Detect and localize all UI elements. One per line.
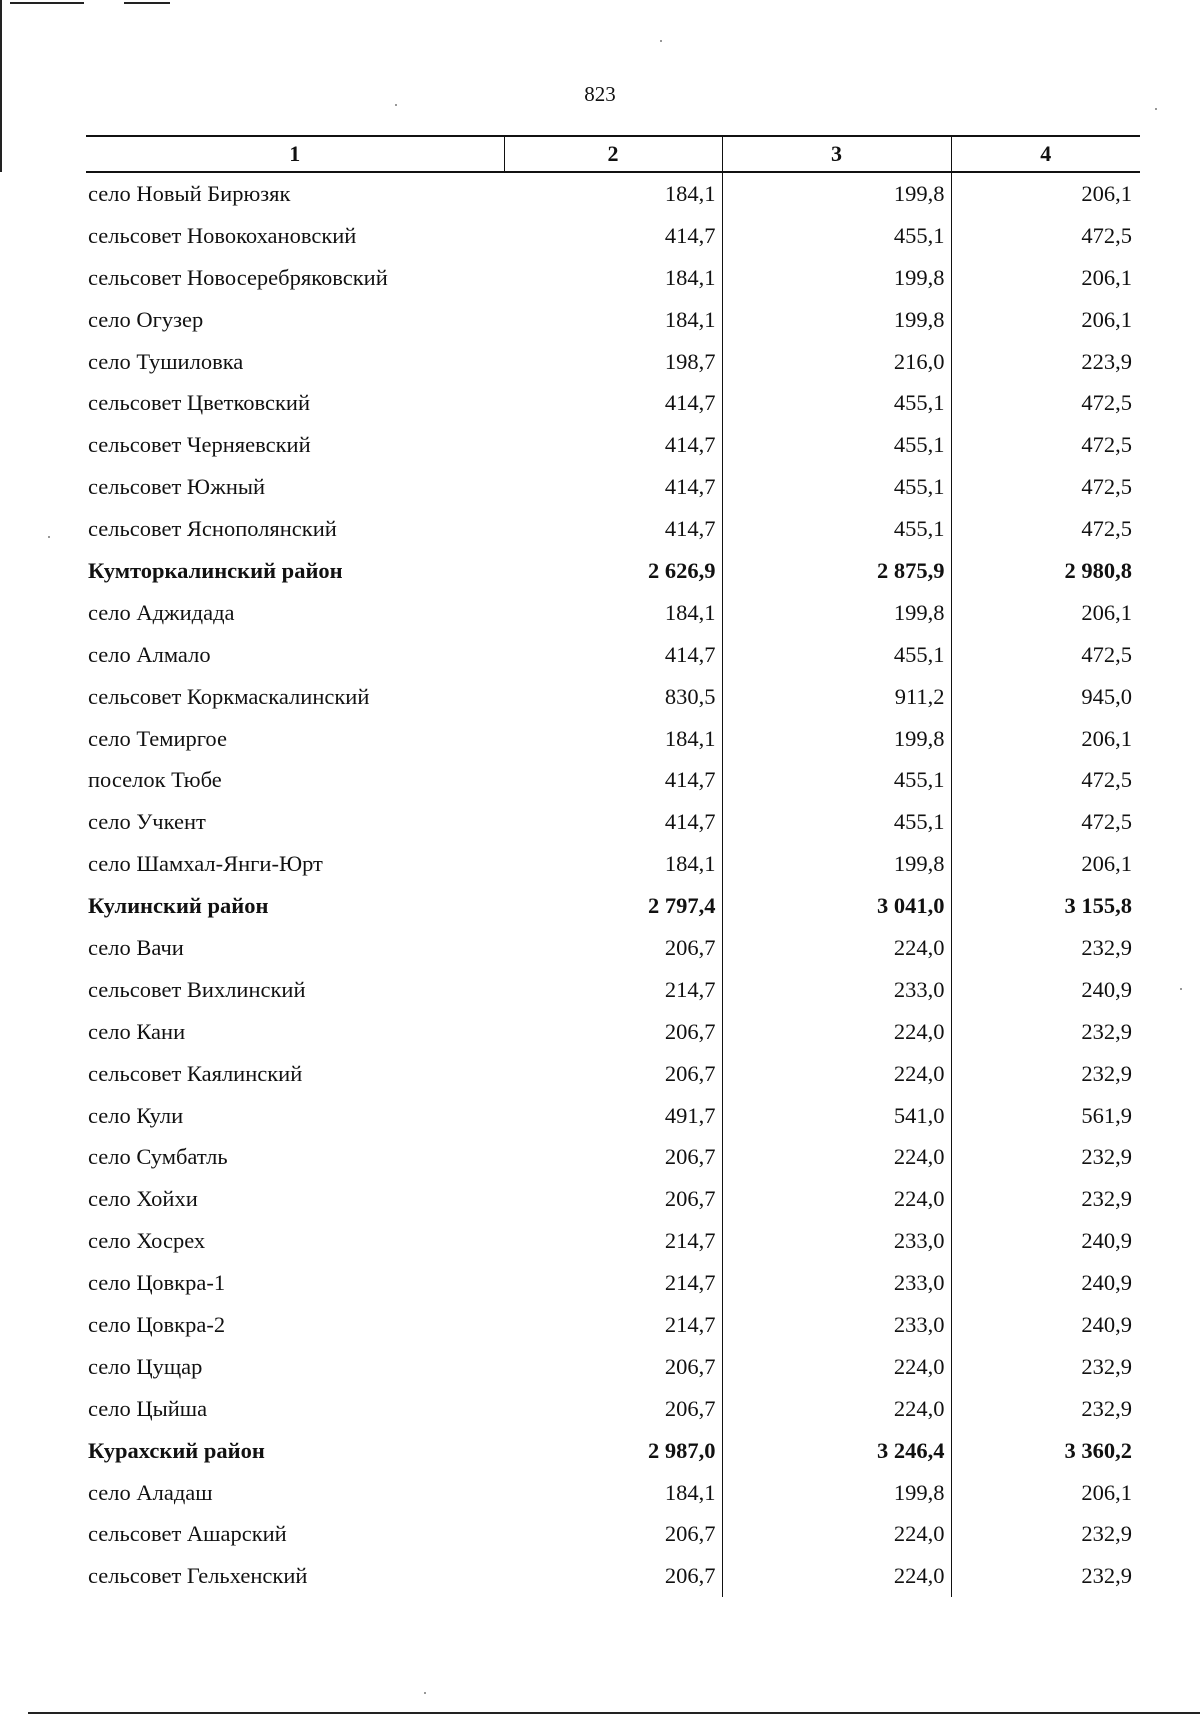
- value-col-4: 232,9: [1081, 1353, 1132, 1379]
- table-row: [86, 299, 1140, 341]
- value-col-2: 2 626,9: [504, 550, 722, 592]
- row-name: Кумторкалинский район: [88, 557, 343, 583]
- value-col-2: 206,7: [504, 1388, 722, 1430]
- value-col-4: 3 360,2: [1064, 1437, 1132, 1463]
- value-col-4: 232,9: [1081, 1395, 1132, 1421]
- value-col-3: 455,1: [722, 759, 951, 801]
- value-col-4: 472,5: [1081, 474, 1132, 500]
- value-col-2: 2 987,0: [504, 1430, 722, 1472]
- value-col-3: 233,0: [722, 1220, 951, 1262]
- row-name: Курахский район: [88, 1437, 265, 1463]
- value-col-4: 472,5: [1081, 432, 1132, 458]
- value-col-2: 206,7: [504, 1053, 722, 1095]
- value-col-2: 184,1: [504, 1472, 722, 1514]
- table-row: [86, 1220, 1140, 1262]
- row-name: село Алмало: [88, 641, 211, 667]
- value-col-2: 206,7: [504, 1555, 722, 1597]
- value-col-3: 224,0: [722, 927, 951, 969]
- table-row: [86, 1304, 1140, 1346]
- value-col-4: 232,9: [1081, 1186, 1132, 1212]
- data-table: [86, 135, 1140, 1597]
- value-col-2: 414,7: [504, 801, 722, 843]
- row-name: село Огузер: [88, 306, 204, 332]
- scan-speck: [424, 1692, 426, 1694]
- value-col-3: 199,8: [722, 257, 951, 299]
- header-row: [86, 136, 1140, 172]
- value-col-3: 455,1: [722, 382, 951, 424]
- table-row: [86, 172, 1140, 215]
- table-row: [86, 927, 1140, 969]
- value-col-3: 224,0: [722, 1388, 951, 1430]
- table-row: [86, 1388, 1140, 1430]
- value-col-3: 911,2: [722, 676, 951, 718]
- value-col-3: 199,8: [722, 592, 951, 634]
- value-col-4: 240,9: [1081, 1270, 1132, 1296]
- value-col-2: 206,7: [504, 927, 722, 969]
- value-col-2: 214,7: [504, 1262, 722, 1304]
- row-name: село Аджидада: [88, 599, 235, 625]
- value-col-2: 830,5: [504, 676, 722, 718]
- value-col-3: 224,0: [722, 1555, 951, 1597]
- district-row: [86, 1430, 1140, 1472]
- row-name: сельсовет Вихлинский: [88, 976, 306, 1002]
- value-col-4: 232,9: [1081, 1060, 1132, 1086]
- value-col-2: 414,7: [504, 424, 722, 466]
- value-col-3: 455,1: [722, 215, 951, 257]
- value-col-3: 233,0: [722, 969, 951, 1011]
- value-col-4: 232,9: [1081, 1144, 1132, 1170]
- table-row: [86, 382, 1140, 424]
- value-col-3: 199,8: [722, 299, 951, 341]
- scan-speck: [1180, 988, 1182, 990]
- table-row: [86, 1011, 1140, 1053]
- row-name: село Тушиловка: [88, 348, 244, 374]
- table-row: [86, 592, 1140, 634]
- value-col-4: 472,5: [1081, 390, 1132, 416]
- value-col-3: 199,8: [722, 172, 951, 215]
- value-col-3: 199,8: [722, 718, 951, 760]
- value-col-2: 184,1: [504, 299, 722, 341]
- scan-speck: [1155, 108, 1157, 110]
- row-name: село Темиргое: [88, 725, 227, 751]
- scan-edge-bottom: [28, 1712, 1200, 1714]
- column-header: 3: [722, 136, 951, 172]
- scan-speck: [660, 40, 662, 42]
- page-number: 823: [584, 82, 616, 106]
- table-row: [86, 466, 1140, 508]
- value-col-4: 223,9: [1081, 348, 1132, 374]
- scan-mark-top: [124, 2, 170, 4]
- table-row: [86, 1178, 1140, 1220]
- value-col-4: 206,1: [1081, 180, 1132, 206]
- value-col-2: 214,7: [504, 969, 722, 1011]
- table-row: [86, 341, 1140, 383]
- value-col-2: 414,7: [504, 466, 722, 508]
- value-col-2: 414,7: [504, 634, 722, 676]
- value-col-4: 232,9: [1081, 934, 1132, 960]
- value-col-2: 198,7: [504, 341, 722, 383]
- district-row: [86, 885, 1140, 927]
- value-col-2: 414,7: [504, 508, 722, 550]
- value-col-2: 414,7: [504, 382, 722, 424]
- value-col-4: 945,0: [1081, 683, 1132, 709]
- value-col-3: 455,1: [722, 508, 951, 550]
- table-row: [86, 969, 1140, 1011]
- value-col-4: 472,5: [1081, 222, 1132, 248]
- value-col-4: 472,5: [1081, 809, 1132, 835]
- value-col-4: 472,5: [1081, 516, 1132, 542]
- value-col-2: 2 797,4: [504, 885, 722, 927]
- value-col-3: 455,1: [722, 424, 951, 466]
- row-name: село Цовкра-1: [88, 1270, 226, 1296]
- table-row: [86, 1136, 1140, 1178]
- value-col-3: 455,1: [722, 466, 951, 508]
- value-col-2: 184,1: [504, 718, 722, 760]
- value-col-2: 214,7: [504, 1304, 722, 1346]
- value-col-3: 199,8: [722, 1472, 951, 1514]
- value-col-4: 561,9: [1081, 1102, 1132, 1128]
- value-col-4: 240,9: [1081, 1311, 1132, 1337]
- row-name: Кулинский район: [88, 893, 269, 919]
- value-col-3: 199,8: [722, 843, 951, 885]
- row-name: поселок Тюбе: [88, 767, 222, 793]
- row-name: село Кули: [88, 1102, 184, 1128]
- table-row: [86, 1262, 1140, 1304]
- row-name: село Вачи: [88, 934, 184, 960]
- value-col-3: 216,0: [722, 341, 951, 383]
- value-col-3: 2 875,9: [722, 550, 951, 592]
- table-row: [86, 843, 1140, 885]
- scan-mark-top: [10, 2, 84, 4]
- value-col-3: 224,0: [722, 1346, 951, 1388]
- value-col-4: 206,1: [1081, 599, 1132, 625]
- value-col-2: 206,7: [504, 1136, 722, 1178]
- value-col-3: 224,0: [722, 1011, 951, 1053]
- row-name: село Цовкра-2: [88, 1311, 226, 1337]
- table-body: [86, 172, 1140, 1597]
- table-row: [86, 1346, 1140, 1388]
- value-col-4: 3 155,8: [1064, 893, 1132, 919]
- table-row: [86, 1472, 1140, 1514]
- value-col-3: 3 041,0: [722, 885, 951, 927]
- value-col-2: 184,1: [504, 843, 722, 885]
- row-name: село Новый Бирюзяк: [88, 180, 291, 206]
- table-row: [86, 257, 1140, 299]
- value-col-2: 184,1: [504, 172, 722, 215]
- row-name: сельсовет Гельхенский: [88, 1563, 308, 1589]
- table-row: [86, 1095, 1140, 1137]
- value-col-3: 224,0: [722, 1514, 951, 1556]
- value-col-3: 233,0: [722, 1304, 951, 1346]
- column-header: 2: [504, 136, 722, 172]
- row-name: сельсовет Яснополянский: [88, 516, 337, 542]
- value-col-4: 206,1: [1081, 851, 1132, 877]
- row-name: сельсовет Новосеребряковский: [88, 264, 388, 290]
- value-col-4: 206,1: [1081, 725, 1132, 751]
- value-col-2: 214,7: [504, 1220, 722, 1262]
- row-name: сельсовет Цветковский: [88, 390, 311, 416]
- value-col-3: 224,0: [722, 1178, 951, 1220]
- table-row: [86, 718, 1140, 760]
- row-name: сельсовет Новокохановский: [88, 222, 357, 248]
- row-name: село Кани: [88, 1018, 186, 1044]
- district-row: [86, 550, 1140, 592]
- value-col-4: 2 980,8: [1064, 557, 1132, 583]
- value-col-4: 240,9: [1081, 976, 1132, 1002]
- value-col-2: 491,7: [504, 1095, 722, 1137]
- value-col-2: 184,1: [504, 257, 722, 299]
- value-col-2: 206,7: [504, 1514, 722, 1556]
- value-col-4: 232,9: [1081, 1018, 1132, 1044]
- row-name: сельсовет Каялинский: [88, 1060, 303, 1086]
- table-row: [86, 759, 1140, 801]
- row-name: село Сумбатль: [88, 1144, 228, 1170]
- value-col-4: 206,1: [1081, 264, 1132, 290]
- row-name: село Аладаш: [88, 1479, 213, 1505]
- value-col-2: 206,7: [504, 1011, 722, 1053]
- value-col-2: 414,7: [504, 215, 722, 257]
- value-col-3: 455,1: [722, 801, 951, 843]
- row-name: сельсовет Ашарский: [88, 1521, 287, 1547]
- table-row: [86, 801, 1140, 843]
- value-col-2: 206,7: [504, 1178, 722, 1220]
- row-name: сельсовет Черняевский: [88, 432, 311, 458]
- table-row: [86, 1514, 1140, 1556]
- row-name: сельсовет Южный: [88, 474, 266, 500]
- row-name: село Шамхал-Янги-Юрт: [88, 851, 323, 877]
- value-col-3: 541,0: [722, 1095, 951, 1137]
- table-row: [86, 508, 1140, 550]
- column-header: 4: [951, 136, 1140, 172]
- row-name: село Цущар: [88, 1353, 203, 1379]
- row-name: село Хосрех: [88, 1228, 206, 1254]
- value-col-4: 472,5: [1081, 767, 1132, 793]
- value-col-4: 472,5: [1081, 641, 1132, 667]
- value-col-4: 206,1: [1081, 1479, 1132, 1505]
- row-name: село Цыйша: [88, 1395, 208, 1421]
- table-row: [86, 424, 1140, 466]
- value-col-3: 224,0: [722, 1053, 951, 1095]
- value-col-3: 455,1: [722, 634, 951, 676]
- column-header: 1: [86, 136, 504, 172]
- value-col-4: 206,1: [1081, 306, 1132, 332]
- value-col-2: 414,7: [504, 759, 722, 801]
- value-col-3: 3 246,4: [722, 1430, 951, 1472]
- value-col-4: 232,9: [1081, 1563, 1132, 1589]
- value-col-3: 233,0: [722, 1262, 951, 1304]
- table-row: [86, 676, 1140, 718]
- table-row: [86, 1555, 1140, 1597]
- value-col-4: 240,9: [1081, 1228, 1132, 1254]
- value-col-3: 224,0: [722, 1136, 951, 1178]
- value-col-2: 184,1: [504, 592, 722, 634]
- row-name: село Учкент: [88, 809, 206, 835]
- value-col-4: 232,9: [1081, 1521, 1132, 1547]
- row-name: сельсовет Коркмаскалинский: [88, 683, 370, 709]
- table-row: [86, 634, 1140, 676]
- table-row: [86, 1053, 1140, 1095]
- scan-speck: [48, 536, 50, 538]
- row-name: село Хойхи: [88, 1186, 198, 1212]
- table-row: [86, 215, 1140, 257]
- value-col-2: 206,7: [504, 1346, 722, 1388]
